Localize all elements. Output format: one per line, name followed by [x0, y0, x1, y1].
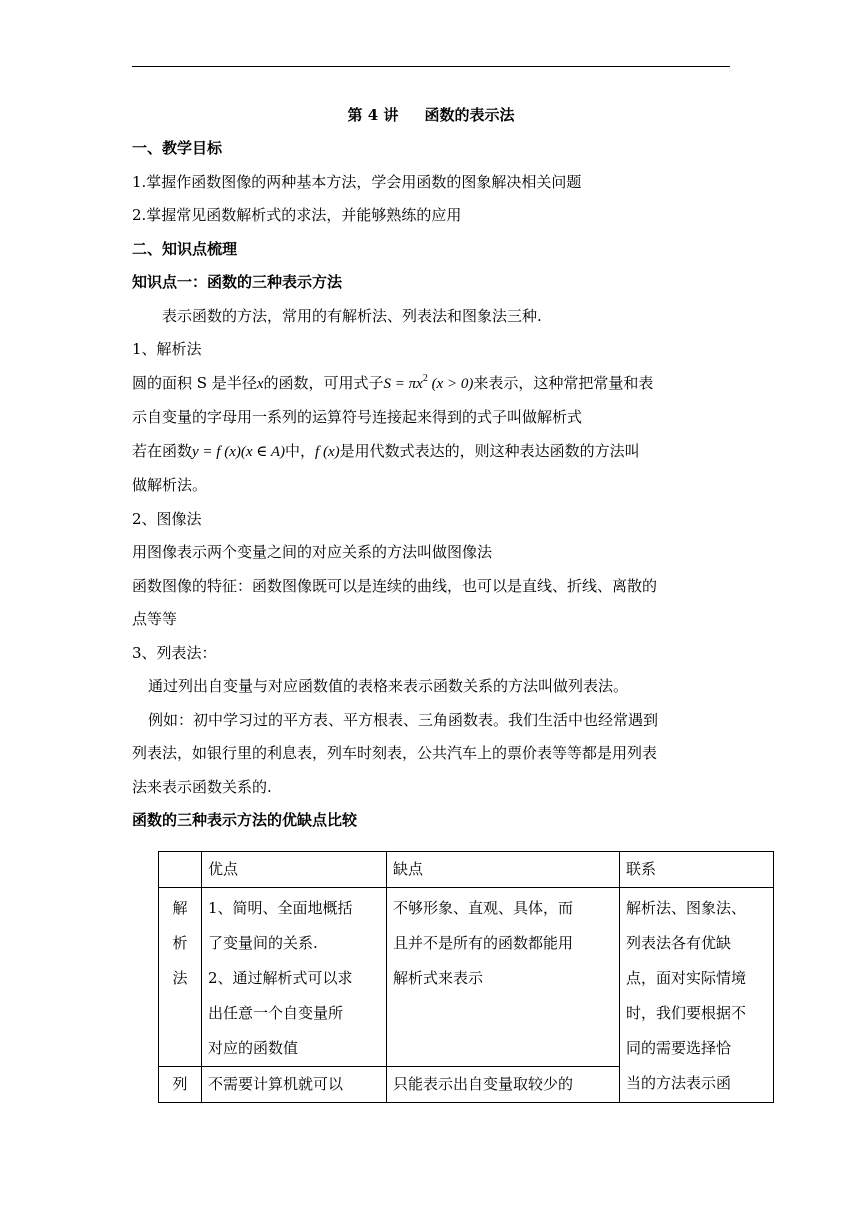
lecture-number: 第 4 讲 [347, 106, 399, 124]
intro-paragraph: 表示函数的方法，常用的有解析法、列表法和图象法三种. [162, 306, 542, 325]
analytic-pros-cell: 1、简明、全面地概括 了变量间的关系. 2、通过解析式可以求 出任意一个自变量所 对应的函数值 [202, 888, 387, 1067]
page-title [132, 98, 730, 132]
graph-heading: 2、图像法 [132, 509, 202, 528]
table-method-paragraph-2-cont: 列表法，如银行里的利息表，列车时刻表，公共汽车上的票价表等等都是用列表 [132, 744, 658, 762]
relation-cell: 解析法、图象法、 列表法各有优缺 点，面对实际情境 时，我们要根据不 同的需要选择恰 当的方法表示函 [620, 888, 774, 1103]
lecture-topic: 函数的表示法 [424, 106, 515, 124]
analytic-heading: 1、解析法 [132, 340, 202, 358]
analytic-paragraph-2-cont: 做解析法。 [132, 476, 208, 494]
comparison-table [158, 851, 774, 1103]
section-heading-knowledge: 二、知识点梳理 [132, 239, 238, 258]
analytic-cons-cell: 不够形象、直观、具体，而 且并不是所有的函数都能用 解析式来表示 [387, 888, 620, 1067]
goal-1: 1.掌握作函数图像的两种基本方法，学会用函数的图象解决相关问题 [132, 172, 582, 191]
table-method-paragraph-1: 通过列出自变量与对应函数值的表格来表示函数关系的方法叫做列表法。 [148, 677, 629, 695]
table-method-paragraph-2-end: 法来表示函数关系的. [132, 777, 272, 796]
analytic-paragraph-1-cont: 示自变量的字母用一系列的运算符号连接起来得到的式子叫做解析式 [132, 408, 583, 426]
analytic-paragraph-2: 若在函数y = f (x)(x ∈ A)中，f (x)是用代数式表达的，则这种表达函数的方法叫 [132, 441, 640, 460]
comparison-heading: 函数的三种表示方法的优缺点比较 [132, 811, 358, 829]
document-body [132, 98, 730, 838]
list-cons-cell: 只能表示出自变量取较少的 [387, 1067, 620, 1103]
table-header-row [159, 852, 774, 888]
header-cell-pros: 优点 [202, 852, 387, 888]
table-row-analytic [159, 888, 774, 1067]
row-label-list: 列 [159, 1067, 202, 1103]
header-rule [132, 66, 730, 67]
table-method-heading: 3、列表法： [132, 643, 217, 662]
header-cell-relation: 联系 [620, 852, 774, 888]
header-cell-cons: 缺点 [387, 852, 620, 888]
list-pros-cell: 不需要计算机就可以 [202, 1067, 387, 1103]
analytic-paragraph-1: 圆的面积 S 是半径x的函数，可用式子$S = \pi x^2$ (x > 0)来表示，这种常把常量和表 [132, 372, 654, 392]
function-formula: y = f (x)(x ∈ A) [192, 443, 286, 460]
graph-paragraph-1: 用图像表示两个变量之间的对应关系的方法叫做图像法 [132, 543, 493, 561]
header-cell-empty [159, 852, 202, 888]
area-formula: $S = \pi x^2$ (x > 0) [383, 372, 474, 392]
table-method-paragraph-2: 例如：初中学习过的平方表、平方根表、三角函数表。我们生活中也经常遇到 [148, 710, 659, 729]
point-1-heading: 知识点一：函数的三种表示方法 [132, 273, 343, 291]
graph-paragraph-2-cont: 点等等 [132, 610, 178, 628]
graph-paragraph-2: 函数图像的特征：函数图像既可以是连续的曲线，也可以是直线、折线、离散的 [132, 576, 658, 595]
goal-2: 2.掌握常见函数解析式的求法，并能够熟练的应用 [132, 206, 462, 224]
row-label-analytic: 解 析 法 [159, 888, 202, 1067]
section-heading-goals: 一、教学目标 [132, 139, 223, 157]
